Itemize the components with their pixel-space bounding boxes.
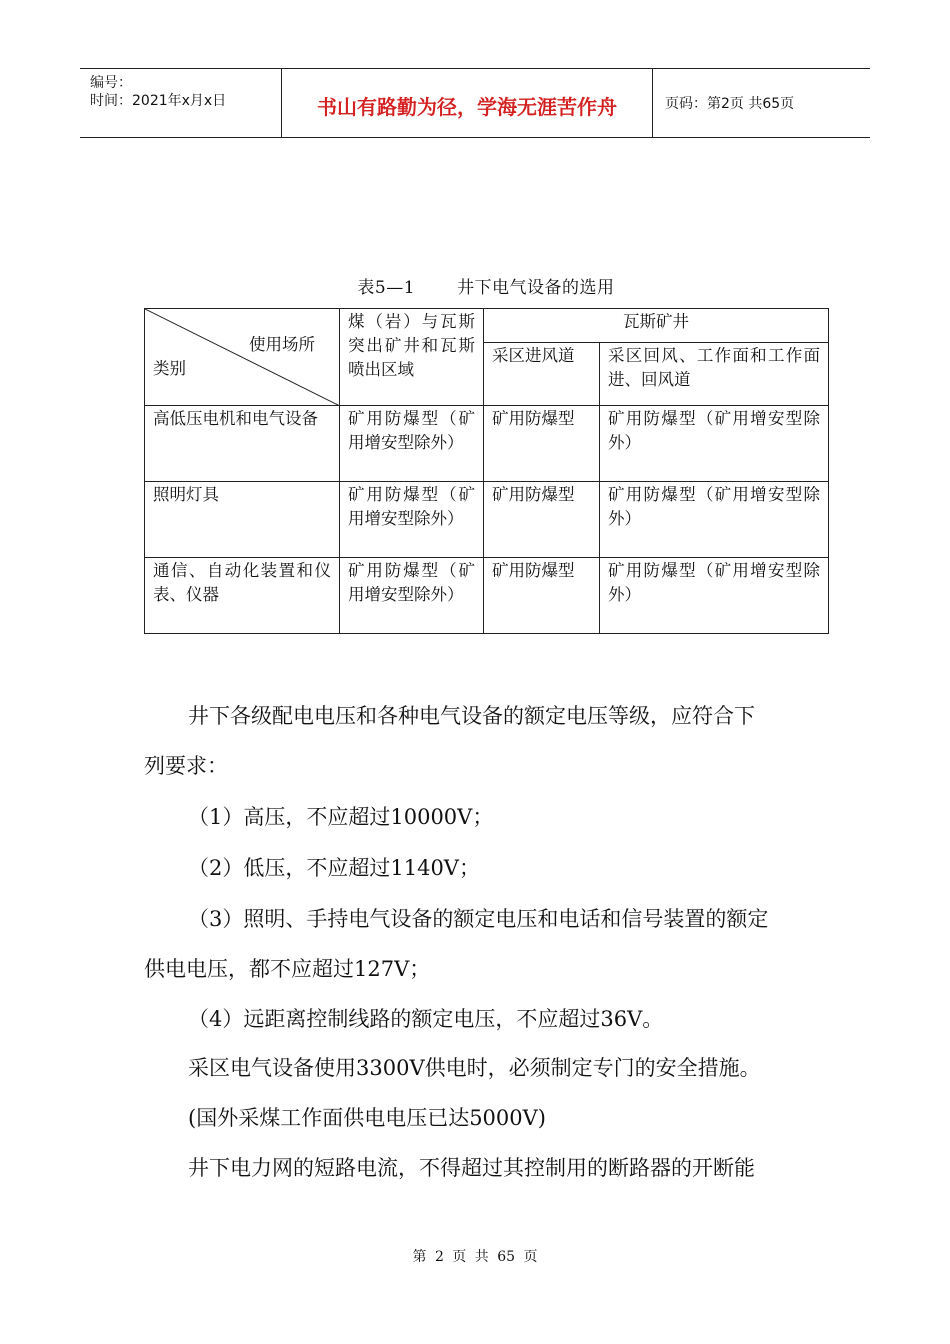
header-motto-cell — [282, 69, 653, 137]
row-return: 矿用防爆型（矿用增安型除外） — [600, 558, 829, 634]
row-category: 照明灯具 — [145, 482, 340, 558]
header-page-cell — [653, 69, 870, 137]
paragraph-short-circuit: 井下电力网的短路电流，不得超过其控制用的断路器的开断能 — [188, 1156, 755, 1180]
row-outburst: 矿用防爆型（矿用增安型除外） — [340, 482, 484, 558]
doc-number-label: 编号： — [90, 75, 132, 91]
header-page-info: 页码：第2页 共65页 — [665, 96, 795, 112]
table-caption — [144, 273, 828, 298]
paragraph-voltage-intro-l2: 列要求： — [144, 754, 228, 778]
list-item-remote-control: （4）远距离控制线路的额定电压，不应超过36V。 — [188, 1007, 664, 1031]
col-header-return: 采区回风、工作面和工作面进、回风道 — [600, 342, 829, 405]
paragraph-3300v: 采区电气设备使用3300V供电时，必须制定专门的安全措施。 — [188, 1056, 761, 1080]
col-header-intake: 采区进风道 — [484, 342, 600, 405]
col-header-gas-mine: 瓦斯矿井 — [484, 309, 829, 343]
table-row — [145, 482, 829, 558]
row-intake: 矿用防爆型 — [484, 558, 600, 634]
row-category: 高低压电机和电气设备 — [145, 406, 340, 482]
row-category: 通信、自动化装置和仪表、仪器 — [145, 558, 340, 634]
row-outburst: 矿用防爆型（矿用增安型除外） — [340, 558, 484, 634]
paragraph-voltage-intro-l1: 井下各级配电电压和各种电气设备的额定电压等级，应符合下 — [188, 704, 755, 728]
page-header — [80, 68, 870, 138]
table-row — [145, 406, 829, 482]
col-header-outburst: 煤（岩）与瓦斯突出矿井和瓦斯喷出区域 — [340, 309, 484, 406]
doc-time-label: 时间：2021年x月x日 — [90, 93, 227, 109]
diag-top-label: 使用场所 — [249, 335, 315, 354]
table-row — [145, 558, 829, 634]
header-motto: 书山有路勤为径，学海无涯苦作舟 — [317, 95, 617, 119]
row-return: 矿用防爆型（矿用增安型除外） — [600, 406, 829, 482]
diagonal-header-cell — [145, 309, 340, 406]
equipment-selection-table — [144, 308, 829, 634]
diag-bottom-label: 类别 — [153, 359, 186, 378]
table-title: 井下电气设备的选用 — [457, 278, 615, 298]
row-intake: 矿用防爆型 — [484, 406, 600, 482]
row-return: 矿用防爆型（矿用增安型除外） — [600, 482, 829, 558]
list-item-lighting-l1: （3）照明、手持电气设备的额定电压和电话和信号装置的额定 — [188, 907, 769, 931]
list-item-low-voltage: （2）低压，不应超过1140V； — [188, 856, 480, 880]
paragraph-foreign-5000v: (国外采煤工作面供电电压已达5000V) — [188, 1106, 546, 1130]
row-intake: 矿用防爆型 — [484, 482, 600, 558]
list-item-high-voltage: （1）高压，不应超过10000V； — [188, 805, 494, 829]
table-number: 表5—1 — [357, 278, 416, 298]
page-footer: 第 2 页 共 65 页 — [412, 1249, 538, 1265]
header-meta-cell — [80, 69, 282, 137]
list-item-lighting-l2: 供电电压，都不应超过127V； — [144, 957, 431, 981]
row-outburst: 矿用防爆型（矿用增安型除外） — [340, 406, 484, 482]
